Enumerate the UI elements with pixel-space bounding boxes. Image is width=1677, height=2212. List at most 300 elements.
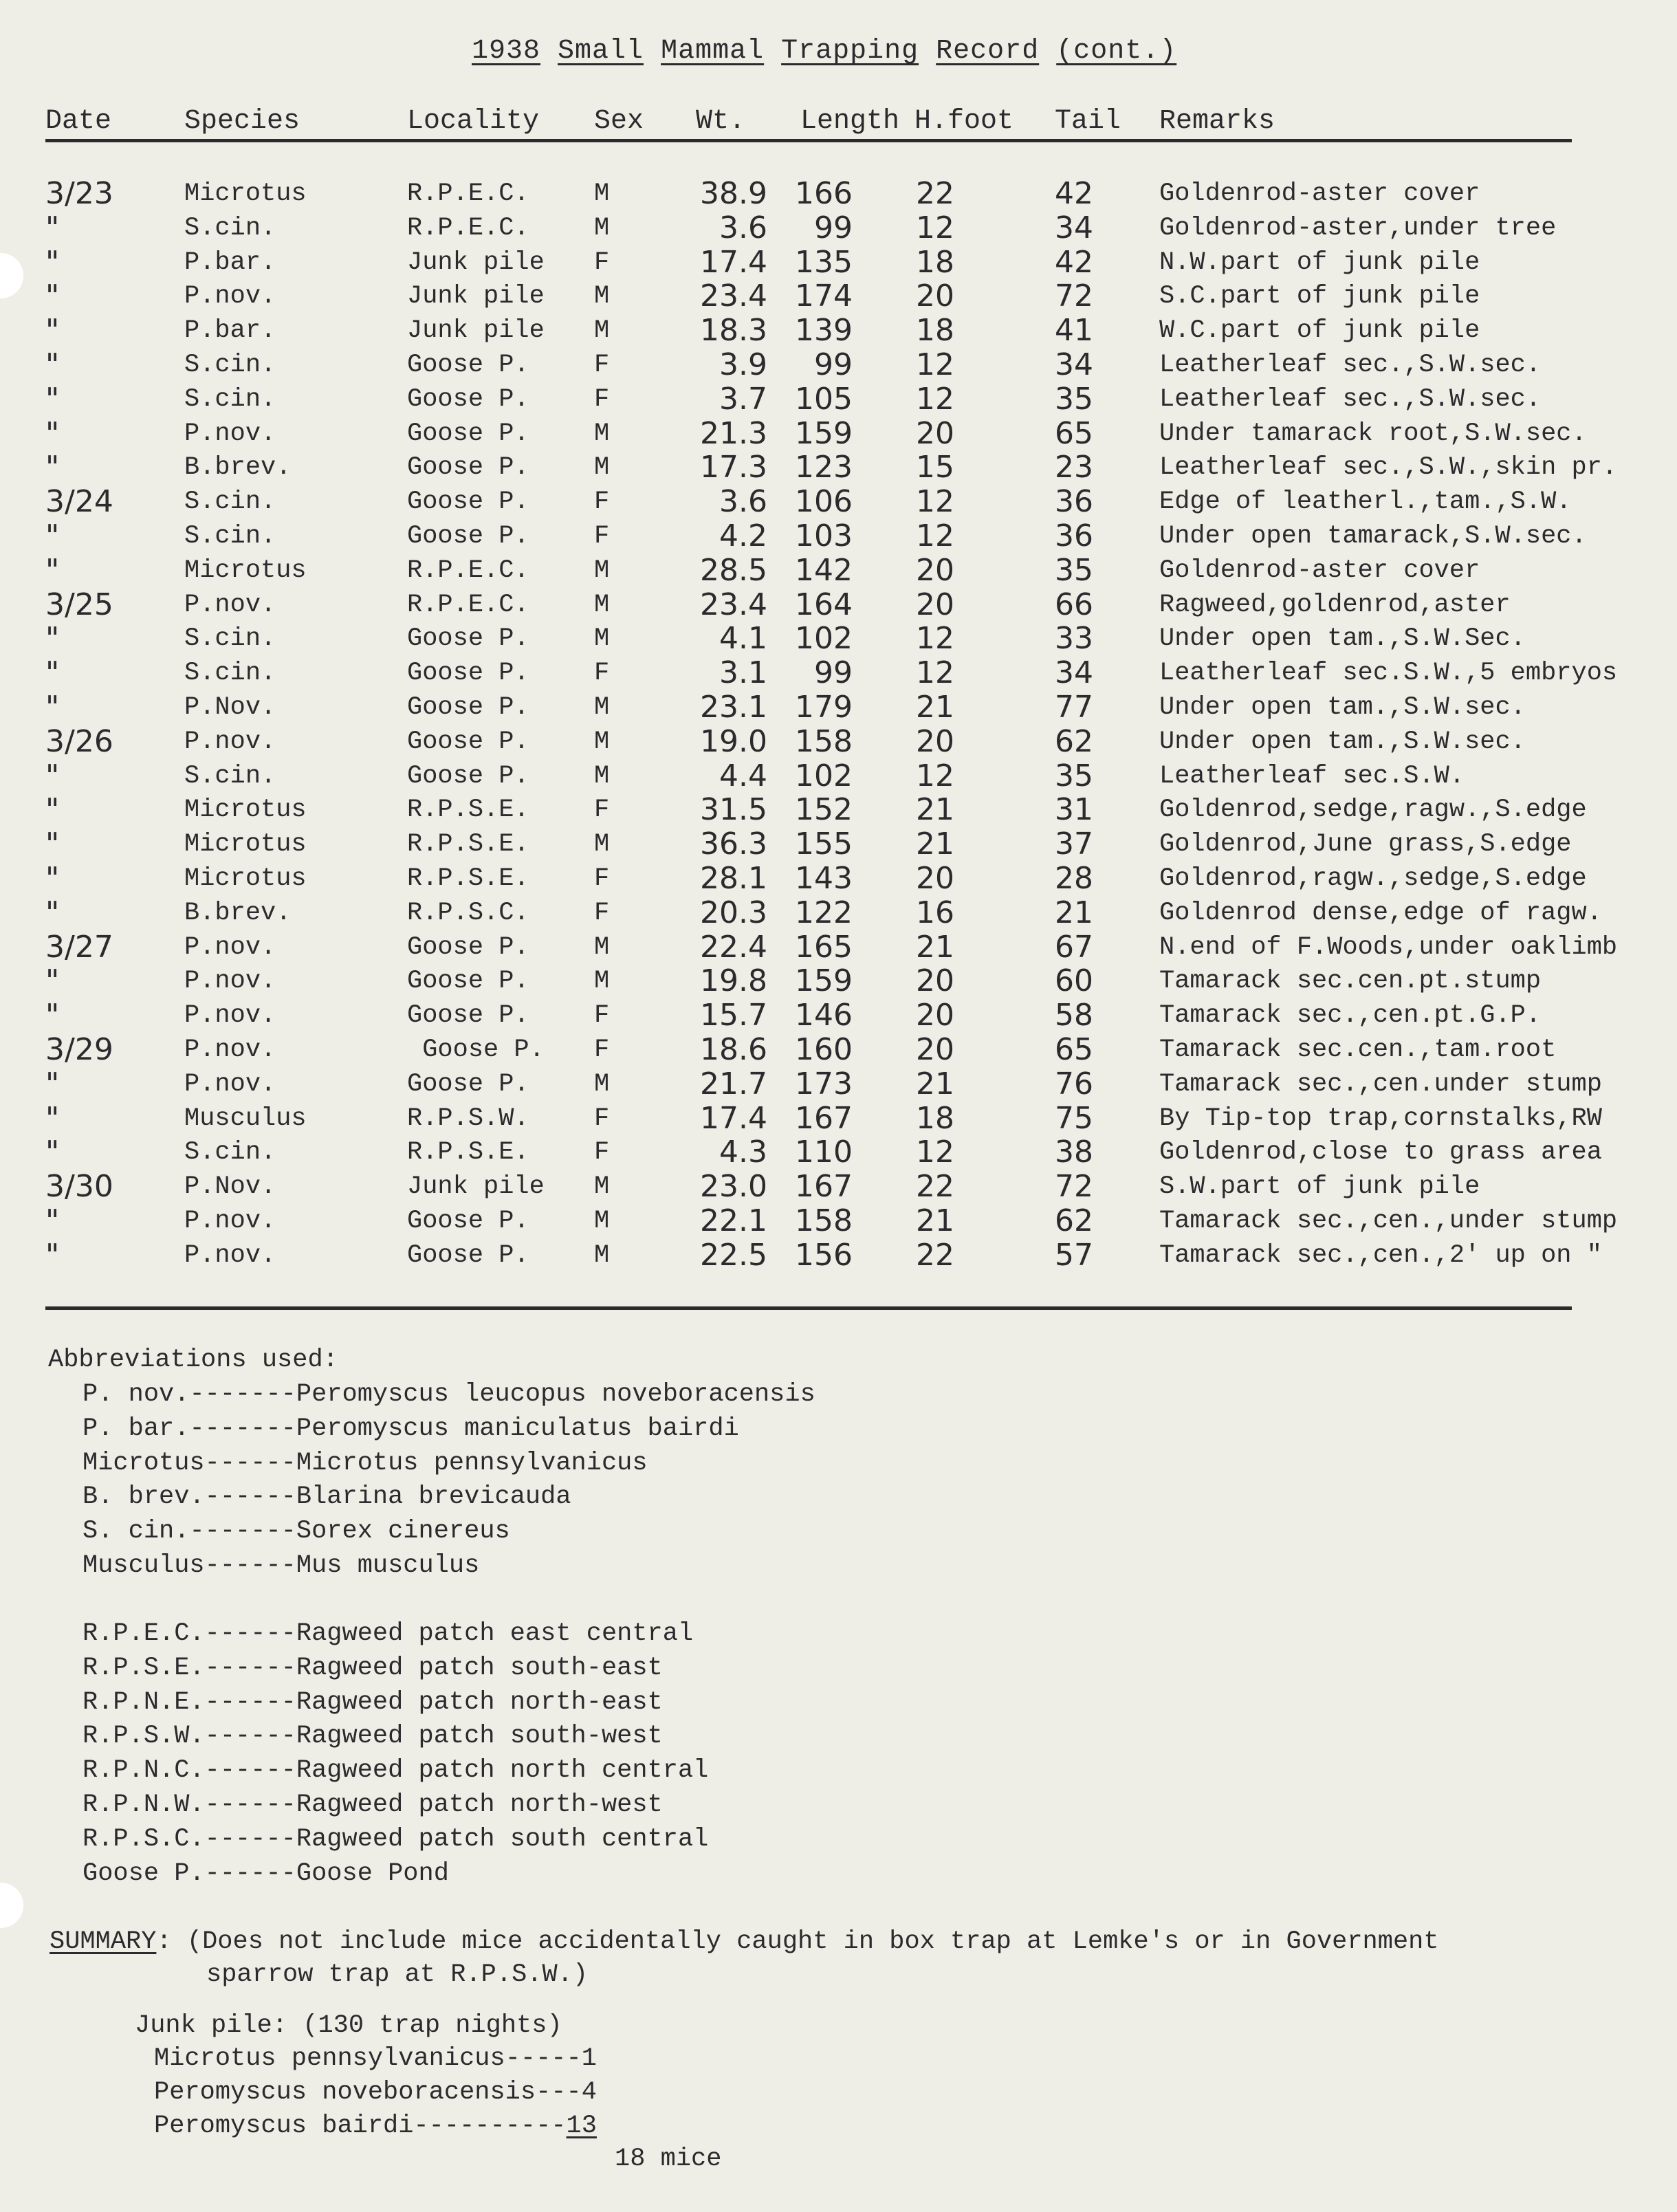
- cell-length: 179: [795, 690, 853, 725]
- cell-remarks: W.C.part of junk pile: [1159, 316, 1480, 346]
- cell-length: 146: [795, 998, 853, 1033]
- cell-length: 167: [795, 1169, 853, 1205]
- cell-tail: 37: [1055, 826, 1093, 862]
- cell-species: S.cin.: [184, 522, 276, 551]
- cell-sex: M: [594, 453, 610, 483]
- cell-wt: 19.8: [700, 963, 767, 999]
- cell-locality: R.P.S.W.: [407, 1104, 529, 1133]
- cell-wt: 21.3: [700, 415, 767, 451]
- species-abbrev-abbr: Musculus: [83, 1551, 205, 1580]
- species-abbrev-dashes: ------: [204, 1551, 296, 1580]
- cell-remarks: Goldenrod,close to grass area: [1159, 1138, 1602, 1168]
- cell-sex: M: [594, 761, 610, 791]
- cell-hfoot: 22: [916, 176, 954, 211]
- cell-locality: Junk pile: [407, 282, 545, 311]
- place-abbrev-full: Ragweed patch north-west: [296, 1791, 663, 1819]
- cell-tail: 35: [1055, 758, 1093, 793]
- place-abbrev-dashes: ------: [204, 1824, 296, 1854]
- cell-species: P.nov.: [184, 1240, 276, 1270]
- cell-remarks: Under open tam.,S.W.sec.: [1159, 727, 1526, 756]
- cell-wt: 4.2: [719, 518, 767, 554]
- cell-remarks: Goldenrod,ragw.,sedge,S.edge: [1159, 864, 1587, 893]
- cell-tail: 21: [1055, 895, 1093, 930]
- cell-remarks: Leatherleaf sec.,S.W.,skin pr.: [1159, 453, 1618, 483]
- cell-tail: 23: [1055, 450, 1093, 485]
- cell-locality: R.P.E.C.: [407, 556, 529, 585]
- cell-hfoot: 20: [916, 998, 954, 1033]
- header-rule: [45, 139, 1572, 142]
- cell-remarks: Tamarack sec.,cen.under stump: [1159, 1069, 1602, 1099]
- place-abbrev-item: [83, 1687, 663, 1718]
- cell-date: ": [45, 1203, 60, 1238]
- cell-species: S.cin.: [184, 213, 276, 243]
- cell-species: S.cin.: [184, 659, 276, 688]
- cell-locality: Goose P.: [407, 384, 529, 414]
- cell-remarks: Goldenrod-aster,under tree: [1159, 213, 1557, 243]
- cell-date: ": [45, 1135, 60, 1170]
- cell-hfoot: 21: [916, 929, 954, 965]
- summary-item: [154, 2044, 597, 2074]
- cell-tail: 58: [1055, 998, 1093, 1033]
- header-hfoot: H.foot: [914, 106, 1014, 137]
- cell-date: ": [45, 210, 60, 245]
- cell-length: 158: [795, 1203, 853, 1238]
- species-abbrev-item: [83, 1448, 648, 1478]
- cell-species: S.cin.: [184, 488, 276, 517]
- cell-wt: 3.9: [719, 347, 767, 382]
- species-abbrev-dashes: -------: [189, 1517, 296, 1546]
- cell-tail: 72: [1055, 1169, 1093, 1205]
- cell-sex: M: [594, 419, 610, 448]
- summary-item-dashes: -----: [505, 2044, 582, 2073]
- place-abbrev-abbr: R.P.N.E.: [83, 1687, 205, 1717]
- cell-species: B.brev.: [184, 453, 292, 483]
- cell-tail: 36: [1055, 484, 1093, 520]
- cell-sex: F: [594, 384, 610, 414]
- species-abbrev-full: Peromyscus leucopus noveboracensis: [296, 1380, 815, 1409]
- species-abbrev-full: Peromyscus maniculatus bairdi: [296, 1414, 739, 1443]
- cell-wt: 36.3: [700, 826, 767, 862]
- cell-tail: 67: [1055, 929, 1093, 965]
- cell-locality: Goose P.: [407, 1240, 529, 1270]
- cell-hfoot: 18: [916, 313, 954, 349]
- place-abbrev-full: Ragweed patch south-east: [296, 1653, 663, 1683]
- cell-remarks: Under open tamarack,S.W.sec.: [1159, 522, 1587, 551]
- cell-wt: 38.9: [700, 176, 767, 211]
- header-species: Species: [184, 106, 300, 137]
- place-abbrev-dashes: ------: [204, 1859, 296, 1888]
- cell-wt: 23.4: [700, 278, 767, 314]
- header-remarks: Remarks: [1159, 106, 1275, 137]
- cell-length: 143: [795, 861, 853, 896]
- cell-date: ": [45, 998, 60, 1033]
- cell-locality: R.P.E.C.: [407, 590, 529, 620]
- cell-length: 106: [795, 484, 853, 520]
- cell-date: ": [45, 690, 60, 725]
- place-abbrev-abbr: R.P.S.W.: [83, 1722, 205, 1751]
- cell-sex: F: [594, 898, 610, 928]
- cell-species: P.nov.: [184, 590, 276, 620]
- cell-date: 3/23: [45, 176, 113, 211]
- cell-species: P.nov.: [184, 1069, 276, 1099]
- cell-sex: M: [594, 179, 610, 208]
- summary-line-1: SUMMARY: (Does not include mice accidentally caught in box trap at Lemke's or in Government: [50, 1927, 1439, 1956]
- cell-date: ": [45, 758, 60, 793]
- cell-locality: Goose P.: [407, 488, 529, 517]
- place-abbrev-dashes: ------: [204, 1653, 296, 1683]
- summary-item-dashes: ---: [536, 2078, 582, 2107]
- cell-remarks: Goldenrod dense,edge of ragw.: [1159, 898, 1602, 928]
- place-abbrev-abbr: Goose P.: [83, 1859, 205, 1888]
- cell-species: P.Nov.: [184, 693, 276, 722]
- cell-species: S.cin.: [184, 1138, 276, 1168]
- cell-remarks: Tamarack sec.,cen.,under stump: [1159, 1207, 1618, 1236]
- cell-sex: F: [594, 1001, 610, 1031]
- cell-date: ": [45, 655, 60, 691]
- cell-date: ": [45, 792, 60, 828]
- cell-locality: R.P.E.C.: [407, 213, 529, 243]
- cell-hfoot: 12: [916, 381, 954, 417]
- cell-date: ": [45, 244, 60, 280]
- species-abbrev-item: [83, 1551, 479, 1581]
- cell-date: 3/25: [45, 587, 113, 622]
- cell-length: 135: [795, 244, 853, 280]
- cell-hfoot: 20: [916, 1032, 954, 1067]
- cell-date: ": [45, 552, 60, 588]
- cell-tail: 62: [1055, 723, 1093, 759]
- cell-date: ": [45, 621, 60, 657]
- cell-hfoot: 21: [916, 1203, 954, 1238]
- cell-hfoot: 12: [916, 1135, 954, 1170]
- cell-sex: F: [594, 248, 610, 277]
- species-abbrev-item: [83, 1482, 571, 1512]
- cell-tail: 35: [1055, 381, 1093, 417]
- cell-remarks: N.end of F.Woods,under oaklimb: [1159, 932, 1618, 962]
- cell-locality: Junk pile: [407, 248, 545, 277]
- place-abbrev-item: [83, 1859, 449, 1889]
- cell-date: ": [45, 861, 60, 896]
- cell-tail: 65: [1055, 1032, 1093, 1067]
- cell-length: 139: [795, 313, 853, 349]
- cell-locality: Goose P.: [407, 693, 529, 722]
- cell-length: 174: [795, 278, 853, 314]
- place-abbrev-item: [83, 1790, 663, 1820]
- species-abbrev-full: Blarina brevicauda: [296, 1482, 571, 1512]
- place-abbrev-dashes: ------: [204, 1687, 296, 1717]
- header-locality: Locality: [407, 106, 540, 137]
- cell-wt: 4.4: [719, 758, 767, 793]
- cell-tail: 62: [1055, 1203, 1093, 1238]
- cell-tail: 75: [1055, 1100, 1093, 1136]
- cell-sex: M: [594, 1240, 610, 1270]
- cell-hfoot: 21: [916, 690, 954, 725]
- cell-length: 99: [814, 347, 853, 382]
- cell-tail: 38: [1055, 1135, 1093, 1170]
- summary-item-name: Peromyscus bairdi: [154, 2112, 414, 2140]
- cell-hfoot: 21: [916, 826, 954, 862]
- cell-hfoot: 12: [916, 518, 954, 554]
- cell-wt: 23.4: [700, 587, 767, 622]
- cell-sex: M: [594, 316, 610, 346]
- cell-hfoot: 18: [916, 1100, 954, 1136]
- summary-item-dashes: ----------: [413, 2112, 567, 2140]
- cell-tail: 28: [1055, 861, 1093, 896]
- species-abbrev-dashes: ------: [204, 1448, 296, 1478]
- cell-locality: R.P.S.E.: [407, 796, 529, 825]
- cell-wt: 22.1: [700, 1203, 767, 1238]
- cell-wt: 20.3: [700, 895, 767, 930]
- cell-species: P.nov.: [184, 727, 276, 756]
- summary-item-count: 13: [566, 2112, 597, 2140]
- cell-wt: 18.3: [700, 313, 767, 349]
- cell-date: ": [45, 278, 60, 314]
- cell-sex: F: [594, 351, 610, 380]
- cell-length: 166: [795, 176, 853, 211]
- cell-species: Microtus: [184, 864, 307, 893]
- place-abbrev-item: [83, 1824, 708, 1854]
- header-sex: Sex: [594, 106, 644, 137]
- cell-wt: 19.0: [700, 723, 767, 759]
- cell-date: ": [45, 313, 60, 349]
- cell-hfoot: 12: [916, 655, 954, 691]
- place-abbrev-item: [83, 1653, 663, 1683]
- cell-tail: 42: [1055, 244, 1093, 280]
- summary-item-count: 4: [581, 2078, 597, 2107]
- cell-remarks: Leatherleaf sec.,S.W.sec.: [1159, 384, 1542, 414]
- place-abbrev-dashes: ------: [204, 1722, 296, 1751]
- cell-locality: Goose P.: [407, 624, 529, 654]
- summary-item-name: Microtus pennsylvanicus: [154, 2044, 505, 2073]
- header-length: Length: [800, 106, 900, 137]
- summary-note-2: sparrow trap at R.P.S.W.): [206, 1960, 589, 1989]
- cell-species: P.nov.: [184, 282, 276, 311]
- species-abbrev-abbr: P. bar.: [83, 1414, 190, 1443]
- cell-locality: R.P.E.C.: [407, 179, 529, 208]
- cell-species: P.nov.: [184, 932, 276, 962]
- place-abbrev-dashes: ------: [204, 1791, 296, 1819]
- cell-remarks: Goldenrod-aster cover: [1159, 179, 1480, 208]
- cell-locality: R.P.S.E.: [407, 830, 529, 859]
- cell-remarks: Tamarack sec.,cen.,2' up on ": [1159, 1240, 1602, 1270]
- place-abbrev-item: [83, 1721, 663, 1751]
- cell-date: ": [45, 381, 60, 417]
- cell-species: P.nov.: [184, 419, 276, 448]
- cell-remarks: Goldenrod,sedge,ragw.,S.edge: [1159, 796, 1587, 825]
- place-abbrev-item: [83, 1755, 708, 1786]
- summary-item: [154, 2111, 597, 2141]
- cell-species: P.nov.: [184, 1036, 276, 1064]
- species-abbrev-item: [83, 1379, 815, 1410]
- cell-locality: Goose P.: [407, 351, 529, 380]
- header-tail: Tail: [1055, 106, 1121, 137]
- cell-wt: 3.1: [719, 655, 767, 691]
- cell-length: 159: [795, 415, 853, 451]
- cell-species: S.cin.: [184, 624, 276, 654]
- cell-locality: Goose P.: [407, 1207, 529, 1236]
- species-abbrev-full: Mus musculus: [296, 1551, 480, 1580]
- punch-hole: [0, 253, 23, 298]
- cell-tail: 41: [1055, 313, 1093, 349]
- species-abbrev-full: Sorex cinereus: [296, 1517, 510, 1546]
- cell-remarks: S.C.part of junk pile: [1159, 282, 1480, 311]
- cell-remarks: Ragweed,goldenrod,aster: [1159, 590, 1511, 620]
- cell-remarks: Tamarack sec.,cen.pt.G.P.: [1159, 1001, 1542, 1031]
- summary-item: [154, 2077, 597, 2107]
- summary-item-count: 1: [581, 2044, 597, 2073]
- species-abbrev-dashes: ------: [204, 1482, 296, 1512]
- place-abbrev-abbr: R.P.N.C.: [83, 1756, 205, 1786]
- cell-sex: F: [594, 796, 610, 825]
- cell-locality: Goose P.: [407, 727, 529, 756]
- cell-hfoot: 12: [916, 347, 954, 382]
- species-abbrev-abbr: Microtus: [83, 1448, 205, 1478]
- cell-hfoot: 21: [916, 1066, 954, 1102]
- cell-tail: 77: [1055, 690, 1093, 725]
- cell-sex: M: [594, 556, 610, 585]
- cell-locality: Goose P.: [407, 1069, 529, 1099]
- cell-date: ": [45, 450, 60, 485]
- cell-hfoot: 12: [916, 621, 954, 657]
- cell-wt: 18.6: [700, 1032, 767, 1067]
- cell-remarks: By Tip-top trap,cornstalks,RW: [1159, 1104, 1602, 1133]
- cell-length: 159: [795, 963, 853, 999]
- cell-wt: 22.4: [700, 929, 767, 965]
- cell-tail: 57: [1055, 1237, 1093, 1273]
- cell-wt: 15.7: [700, 998, 767, 1033]
- cell-remarks: Tamarack sec.cen.,tam.root: [1159, 1036, 1557, 1064]
- cell-length: 110: [795, 1135, 853, 1170]
- cell-date: 3/24: [45, 484, 113, 520]
- cell-hfoot: 12: [916, 210, 954, 245]
- cell-species: P.nov.: [184, 1001, 276, 1031]
- cell-species: Microtus: [184, 556, 307, 585]
- place-abbrev-full: Goose Pond: [296, 1859, 449, 1888]
- place-abbrev-full: Ragweed patch north central: [296, 1756, 709, 1786]
- cell-date: ": [45, 415, 60, 451]
- cell-length: 102: [795, 758, 853, 793]
- place-abbrev-item: [83, 1619, 693, 1649]
- cell-remarks: S.W.part of junk pile: [1159, 1172, 1480, 1202]
- cell-length: 105: [795, 381, 853, 417]
- cell-tail: 33: [1055, 621, 1093, 657]
- place-abbrev-abbr: R.P.N.W.: [83, 1791, 205, 1819]
- cell-length: 160: [795, 1032, 853, 1067]
- cell-locality: Goose P.: [407, 659, 529, 688]
- cell-date: ": [45, 518, 60, 554]
- species-abbrev-abbr: P. nov.: [83, 1380, 190, 1409]
- cell-remarks: Under tamarack root,S.W.sec.: [1159, 419, 1587, 448]
- cell-wt: 21.7: [700, 1066, 767, 1102]
- cell-sex: F: [594, 864, 610, 893]
- page-title: 1938 Small Mammal Trapping Record (cont.): [472, 36, 1177, 67]
- header-date: Date: [45, 106, 112, 137]
- abbreviations-heading: Abbreviations used:: [48, 1346, 338, 1375]
- cell-wt: 31.5: [700, 792, 767, 828]
- species-abbrev-item: [83, 1516, 510, 1546]
- place-abbrev-abbr: R.P.E.C.: [83, 1619, 205, 1648]
- cell-sex: M: [594, 1069, 610, 1099]
- cell-sex: M: [594, 1172, 610, 1202]
- punch-hole: [0, 1883, 23, 1928]
- cell-length: 165: [795, 929, 853, 965]
- place-abbrev-full: Ragweed patch east central: [296, 1619, 694, 1648]
- cell-locality: Goose P.: [407, 1001, 529, 1031]
- place-abbrev-abbr: R.P.S.E.: [83, 1653, 205, 1683]
- cell-tail: 42: [1055, 176, 1093, 211]
- cell-sex: M: [594, 624, 610, 654]
- cell-length: 99: [814, 655, 853, 691]
- place-abbrev-abbr: R.P.S.C.: [83, 1824, 205, 1854]
- cell-locality: R.P.S.C.: [407, 898, 529, 928]
- cell-species: P.Nov.: [184, 1172, 276, 1202]
- cell-remarks: Leatherleaf sec.S.W.,5 embryos: [1159, 659, 1618, 688]
- cell-wt: 23.0: [700, 1169, 767, 1205]
- cell-hfoot: 12: [916, 484, 954, 520]
- cell-sex: M: [594, 590, 610, 620]
- cell-length: 99: [814, 210, 853, 245]
- cell-locality: Goose P.: [407, 761, 529, 791]
- cell-hfoot: 20: [916, 415, 954, 451]
- summary-total: 18 mice: [615, 2145, 722, 2173]
- cell-length: 155: [795, 826, 853, 862]
- cell-hfoot: 22: [916, 1237, 954, 1273]
- cell-wt: 3.6: [719, 210, 767, 245]
- cell-hfoot: 21: [916, 792, 954, 828]
- summary-item-name: Peromyscus noveboracensis: [154, 2078, 536, 2107]
- cell-locality: Goose P.: [407, 419, 529, 448]
- cell-tail: 76: [1055, 1066, 1093, 1102]
- cell-wt: 3.7: [719, 381, 767, 417]
- cell-sex: M: [594, 932, 610, 962]
- summary-label: SUMMARY: [50, 1927, 157, 1956]
- cell-locality: R.P.S.E.: [407, 1138, 529, 1168]
- cell-remarks: Goldenrod-aster cover: [1159, 556, 1480, 585]
- cell-species: Microtus: [184, 179, 307, 208]
- cell-species: P.nov.: [184, 1207, 276, 1236]
- cell-length: 142: [795, 552, 853, 588]
- cell-hfoot: 20: [916, 587, 954, 622]
- cell-length: 158: [795, 723, 853, 759]
- species-abbrev-abbr: B. brev.: [83, 1482, 205, 1512]
- cell-hfoot: 20: [916, 278, 954, 314]
- cell-hfoot: 20: [916, 963, 954, 999]
- cell-wt: 4.3: [719, 1135, 767, 1170]
- cell-tail: 35: [1055, 552, 1093, 588]
- cell-remarks: Leatherleaf sec.,S.W.sec.: [1159, 351, 1542, 380]
- cell-sex: F: [594, 488, 610, 517]
- cell-species: Microtus: [184, 830, 307, 859]
- cell-locality: Goose P.: [407, 1036, 545, 1064]
- cell-locality: Junk pile: [407, 1172, 545, 1202]
- cell-wt: 28.1: [700, 861, 767, 896]
- cell-sex: M: [594, 693, 610, 722]
- cell-wt: 3.6: [719, 484, 767, 520]
- summary-note-1: (Does not include mice accidentally caught in box trap at Lemke's or in Government: [186, 1927, 1439, 1956]
- cell-length: 103: [795, 518, 853, 554]
- cell-date: ": [45, 347, 60, 382]
- cell-locality: Junk pile: [407, 316, 545, 346]
- cell-wt: 22.5: [700, 1237, 767, 1273]
- place-abbrev-dashes: ------: [204, 1756, 296, 1786]
- place-abbrev-full: Ragweed patch south central: [296, 1824, 709, 1854]
- cell-hfoot: 18: [916, 244, 954, 280]
- cell-date: 3/29: [45, 1032, 113, 1067]
- cell-species: P.bar.: [184, 316, 276, 346]
- species-abbrev-dashes: -------: [189, 1414, 296, 1443]
- cell-length: 173: [795, 1066, 853, 1102]
- cell-remarks: Under open tam.,S.W.Sec.: [1159, 624, 1526, 654]
- place-abbrev-full: Ragweed patch south-west: [296, 1722, 663, 1751]
